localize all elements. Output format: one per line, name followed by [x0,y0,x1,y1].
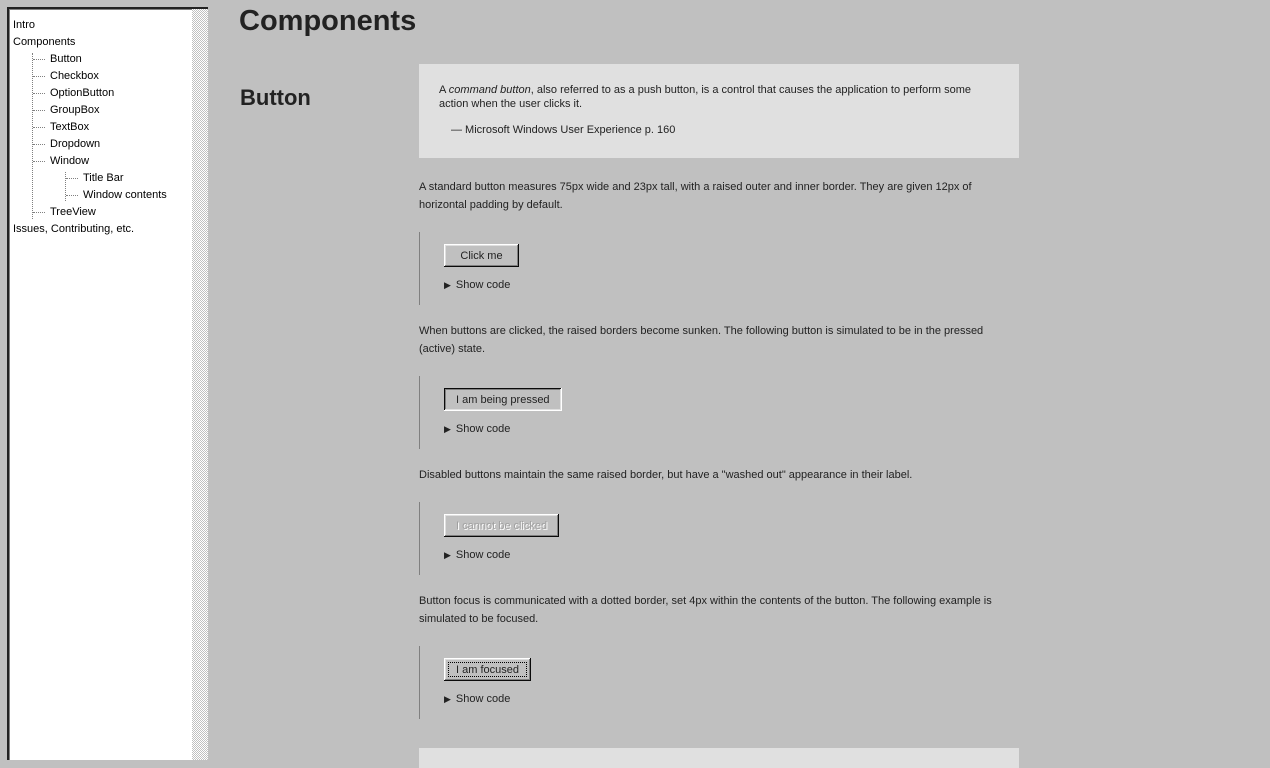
quote-text: A [439,84,449,96]
show-code-toggle[interactable] [444,548,1019,562]
tree-item-window[interactable]: Window [13,155,208,172]
quote-emphasis: command button [448,84,531,96]
tree-item-intro[interactable]: Intro [13,19,36,31]
tree-item-title-bar[interactable]: Title Bar [13,172,208,189]
pressed-button[interactable]: I am being pressed [444,388,562,411]
tree-item-dropdown[interactable]: Dropdown [13,138,208,155]
triangle-right-icon: ▶ [444,694,451,704]
triangle-right-icon: ▶ [444,550,451,560]
disabled-button: I cannot be clicked [444,514,559,537]
tree-item-optionbutton[interactable]: OptionButton [13,87,208,104]
focused-button[interactable]: I am focused [444,658,531,681]
tree-item-button[interactable]: Button [13,53,208,70]
show-code-toggle[interactable] [444,278,1019,292]
paragraph: Disabled buttons maintain the same raised border, but have a "washed out" appearance in their label. [419,469,913,481]
paragraph: A standard button measures 75px wide and 23px tall, with a raised outer and inner border. They are given 12px of horizontal padding by default. [419,181,972,211]
click-me-button[interactable]: Click me [444,244,519,267]
quote-citation: — Microsoft Windows User Experience p. 160 [451,124,676,136]
show-code-toggle[interactable] [444,422,1019,436]
tree-item-issues[interactable]: Issues, Contributing, etc. [13,223,135,235]
quote [419,64,1019,158]
show-code-label: Show code [455,279,511,291]
page-title: Components [239,5,417,37]
section-title: Button [240,85,311,110]
paragraph: When buttons are clicked, the raised borders become sunken. The following button is simulated to be in the pressed (active) state. [419,325,984,355]
example-block [419,376,1019,449]
tree-item-treeview[interactable]: TreeView [13,206,208,223]
show-code-label: Show code [455,423,511,435]
tree-item-textbox[interactable]: TextBox [13,121,208,138]
show-code-toggle[interactable] [444,692,1019,706]
show-code-label: Show code [455,549,511,561]
tree-item-checkbox[interactable]: Checkbox [13,70,208,87]
example-block [419,502,1019,575]
sidebar-tree [7,7,208,760]
tree-item-components[interactable]: Components [13,36,76,48]
paragraph: Button focus is communicated with a dotted border, set 4px within the contents of the button. The following example is simulated to be focused. [419,595,992,625]
triangle-right-icon: ▶ [444,424,451,434]
tree-item-groupbox[interactable]: GroupBox [13,104,208,121]
scrollbar-track[interactable] [192,9,208,760]
example-block [419,232,1019,305]
show-code-label: Show code [455,693,511,705]
main-content [419,64,1019,736]
tree-item-window-contents[interactable]: Window contents [13,189,208,206]
example-block [419,646,1019,719]
triangle-right-icon: ▶ [444,280,451,290]
quote-text: , also referred to as a push button, is a control that causes the application to perform some action when the user clicks it. [439,84,971,110]
tree-view [9,9,208,240]
next-quote [419,748,1019,768]
